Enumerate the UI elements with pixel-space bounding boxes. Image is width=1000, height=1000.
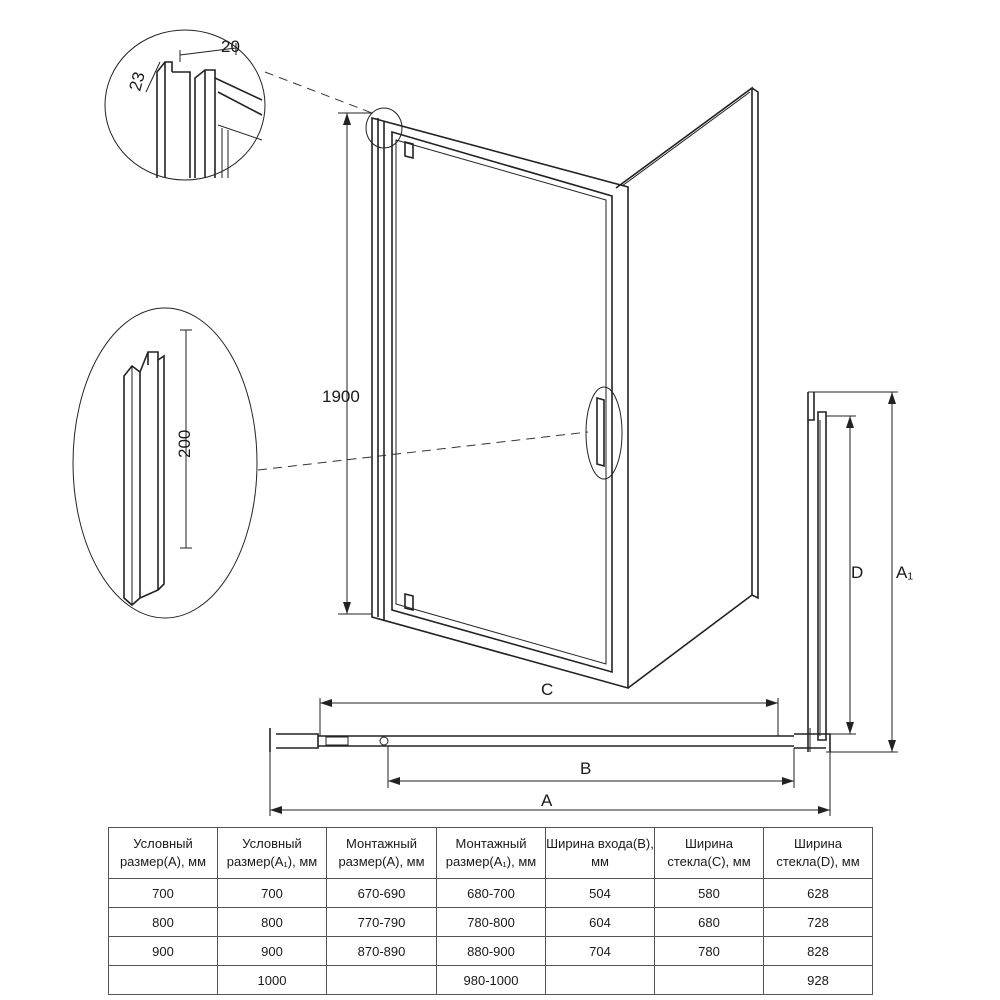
table-cell (109, 966, 218, 995)
table-cell: 900 (218, 937, 327, 966)
header-conditional-size-a: Условный размер(А), мм (109, 828, 218, 879)
dim-a1-label: A₁ (896, 563, 914, 582)
header-entrance-width-b: Ширина входа(B), мм (546, 828, 655, 879)
table-cell: 604 (546, 908, 655, 937)
table-cell: 1000 (218, 966, 327, 995)
table-cell: 580 (655, 879, 764, 908)
dim-a-label: A (541, 791, 553, 810)
table-cell: 704 (546, 937, 655, 966)
header-glass-width-d: Ширина стекла(D), мм (764, 828, 873, 879)
table-cell: 728 (764, 908, 873, 937)
header-mounting-size-a: Монтажный размер(А), мм (327, 828, 437, 879)
detail-top-circle (105, 30, 265, 180)
table-row (109, 966, 873, 995)
table-cell: 680 (655, 908, 764, 937)
detail-handle-circle (73, 308, 257, 618)
table-cell: 680-700 (437, 879, 546, 908)
table-cell: 800 (109, 908, 218, 937)
table-cell (546, 966, 655, 995)
table-cell: 870-890 (327, 937, 437, 966)
table-cell: 900 (109, 937, 218, 966)
table-cell (327, 966, 437, 995)
side-view (808, 392, 913, 752)
detail-top-profile (105, 30, 265, 180)
size-table (108, 827, 873, 995)
table-cell: 800 (218, 908, 327, 937)
detail-dim-20: 20 (221, 37, 240, 56)
detail-handle (73, 308, 257, 618)
dimension-1900 (322, 113, 372, 614)
table-header-row (109, 828, 873, 879)
dim-c-label: C (541, 680, 554, 699)
table-row (109, 908, 873, 937)
plan-view (270, 680, 830, 816)
dim-d-label: D (851, 563, 864, 582)
header-mounting-size-a1: Монтажный размер(А₁), мм (437, 828, 546, 879)
table-cell: 770-790 (327, 908, 437, 937)
table-cell: 828 (764, 937, 873, 966)
header-glass-width-c: Ширина стекла(C), мм (655, 828, 764, 879)
table-cell: 780 (655, 937, 764, 966)
table-cell: 628 (764, 879, 873, 908)
table-cell: 670-690 (327, 879, 437, 908)
table-row (109, 937, 873, 966)
table-cell (655, 966, 764, 995)
table-cell: 700 (218, 879, 327, 908)
table-cell: 700 (109, 879, 218, 908)
header-conditional-size-a1: Условный размер(А₁), мм (218, 828, 327, 879)
table-cell: 928 (764, 966, 873, 995)
height-label: 1900 (322, 387, 360, 406)
table-row (109, 879, 873, 908)
table-cell: 504 (546, 879, 655, 908)
detail-dim-200: 200 (175, 429, 194, 458)
enclosure-perspective (366, 88, 758, 688)
table-cell: 880-900 (437, 937, 546, 966)
detail-dim-23: 23 (125, 69, 149, 94)
dim-b-label: B (580, 759, 592, 778)
table-cell: 980-1000 (437, 966, 546, 995)
table-cell: 780-800 (437, 908, 546, 937)
